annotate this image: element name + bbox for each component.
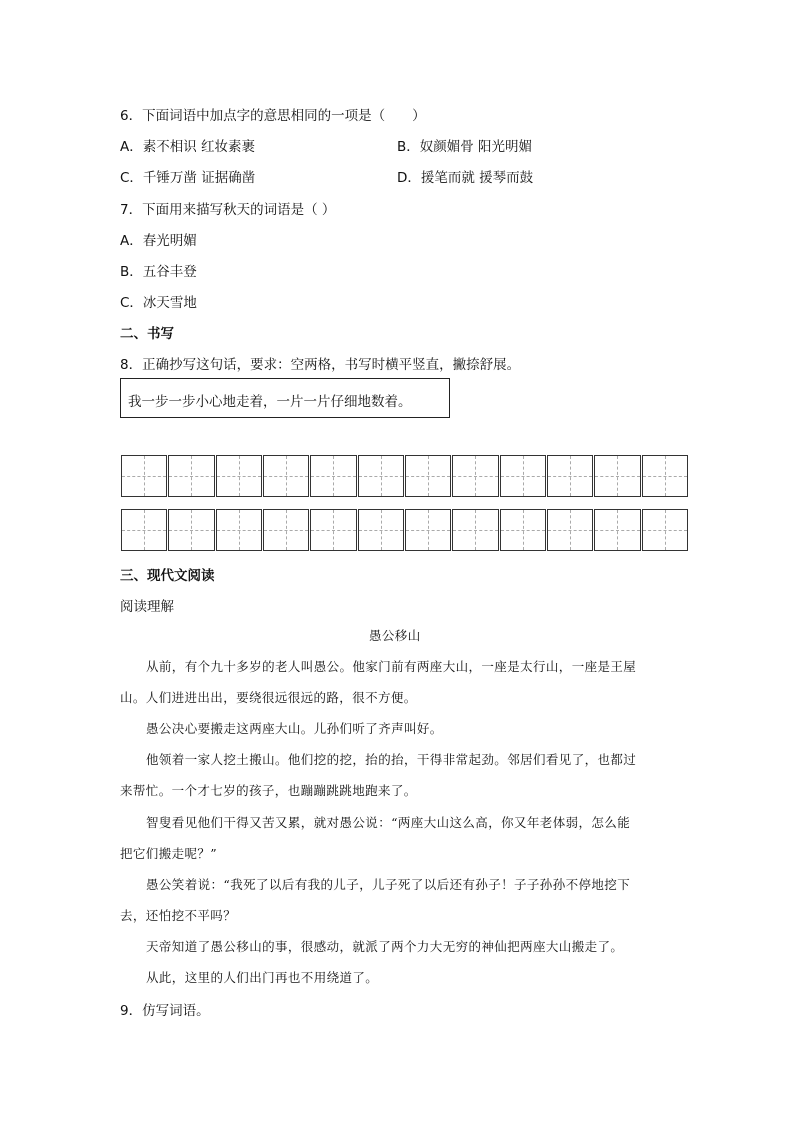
writing-cell[interactable]: [121, 509, 167, 551]
writing-cell[interactable]: [216, 509, 262, 551]
writing-cell[interactable]: [452, 455, 498, 497]
passage-line: 愚公笑着说：“我死了以后有我的儿子，儿子死了以后还有孙子！子子孙孙不停地挖下: [146, 877, 631, 892]
q7-option-b: B．五谷丰登: [120, 264, 197, 280]
writing-cell[interactable]: [642, 509, 688, 551]
passage-line: 去，还怕挖不平吗？: [120, 908, 237, 923]
copy-sentence-box: [120, 378, 450, 418]
question-6: 6．下面词语中加点字的意思相同的一项是（ ）: [120, 108, 426, 124]
writing-cell[interactable]: [452, 509, 498, 551]
q7-option-c: C．冰天雪地: [120, 295, 197, 311]
question-7: 7．下面用来描写秋天的词语是（ ）: [120, 202, 336, 218]
passage-line: 从前，有个九十多岁的老人叫愚公。他家门前有两座大山，一座是太行山，一座是王屋: [146, 659, 637, 674]
writing-cell[interactable]: [547, 509, 593, 551]
section-2-heading: 二、书写: [120, 326, 174, 342]
reading-subheading: 阅读理解: [120, 599, 174, 615]
question-9: 9．仿写词语。: [120, 1003, 210, 1019]
writing-cell[interactable]: [310, 455, 356, 497]
passage-line: 愚公决心要搬走这两座大山。儿孙们听了齐声叫好。: [146, 721, 443, 736]
passage-line: 智叟看见他们干得又苦又累，就对愚公说：“两座大山这么高，你又年老体弱，怎么能: [146, 815, 631, 830]
writing-cell[interactable]: [310, 509, 356, 551]
writing-cell[interactable]: [405, 509, 451, 551]
q6-option-b: B．奴颜媚骨 阳光明媚: [397, 139, 533, 155]
writing-cell[interactable]: [168, 509, 214, 551]
writing-cell[interactable]: [500, 455, 546, 497]
copy-sentence: 我一步一步小心地走着，一片一片仔细地数着。: [128, 394, 412, 410]
writing-cell[interactable]: [263, 455, 309, 497]
question-8: 8．正确抄写这句话，要求：空两格，书写时横平竖直，撇捺舒展。: [120, 357, 521, 373]
writing-cell[interactable]: [594, 509, 640, 551]
section-3-heading: 三、现代文阅读: [120, 568, 215, 584]
writing-cell[interactable]: [263, 509, 309, 551]
writing-cell[interactable]: [642, 455, 688, 497]
passage-line: 来帮忙。一个才七岁的孩子，也蹦蹦跳跳地跑来了。: [120, 783, 417, 798]
passage-line: 山。人们进进出出，要绕很远很远的路，很不方便。: [120, 690, 417, 705]
q6-option-d: D．援笔而就 援琴而鼓: [397, 170, 534, 186]
writing-grid-row-2[interactable]: [121, 509, 688, 551]
writing-grid-row-1[interactable]: [121, 455, 688, 497]
writing-cell[interactable]: [216, 455, 262, 497]
writing-cell[interactable]: [500, 509, 546, 551]
writing-cell[interactable]: [358, 509, 404, 551]
writing-cell[interactable]: [405, 455, 451, 497]
writing-cell[interactable]: [594, 455, 640, 497]
writing-cell[interactable]: [121, 455, 167, 497]
q6-option-a: A．素不相识 红妆素裹: [120, 139, 256, 155]
writing-cell[interactable]: [358, 455, 404, 497]
passage-line: 天帝知道了愚公移山的事，很感动，就派了两个力大无穷的神仙把两座大山搬走了。: [146, 939, 624, 954]
q6-option-c: C．千锤万凿 证据确凿: [120, 170, 256, 186]
passage-line: 他领着一家人挖土搬山。他们挖的挖，抬的抬，干得非常起劲。邻居们看见了，也都过: [146, 752, 637, 767]
passage-title: 愚公移山: [369, 628, 421, 643]
passage-line: 把它们搬走呢？”: [120, 846, 218, 861]
writing-cell[interactable]: [168, 455, 214, 497]
q7-option-a: A．春光明媚: [120, 233, 197, 249]
writing-cell[interactable]: [547, 455, 593, 497]
passage-line: 从此，这里的人们出门再也不用绕道了。: [146, 970, 379, 985]
